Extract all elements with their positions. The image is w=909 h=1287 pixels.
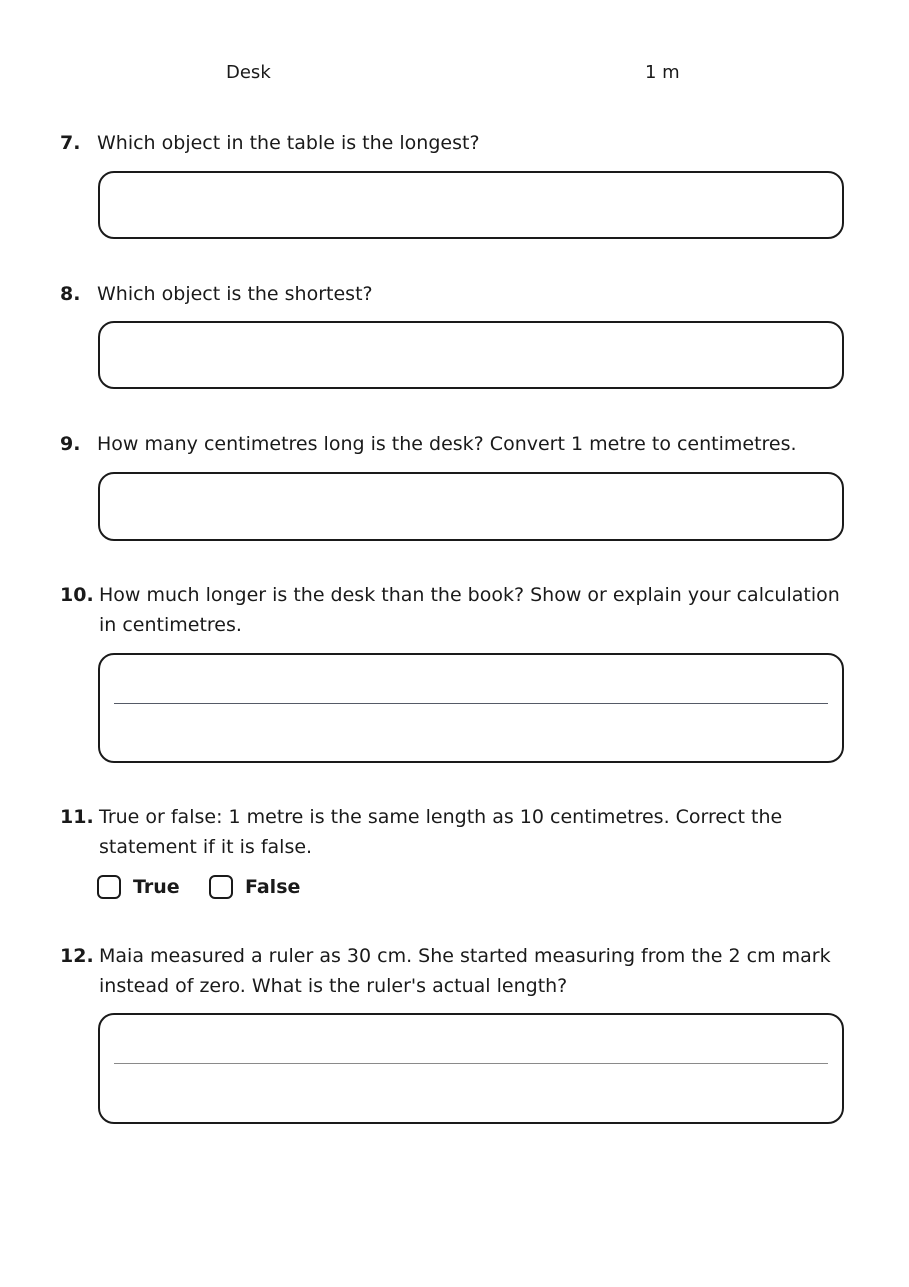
answer-box-12[interactable] — [98, 1013, 844, 1124]
answer-box-10[interactable] — [98, 653, 844, 763]
question-text: How much longer is the desk than the book? Show or explain your calculation in centimetres. — [99, 584, 840, 636]
question-number: 7. — [60, 132, 81, 154]
question-text: Which object in the table is the longest? — [97, 132, 480, 154]
answer-box-7[interactable] — [98, 171, 844, 239]
option-false[interactable] — [209, 872, 300, 902]
question-12 — [60, 941, 860, 1001]
question-number: 10. — [60, 584, 94, 606]
question-text: How many centimetres long is the desk? Convert 1 metre to centimetres. — [97, 433, 797, 455]
option-true[interactable] — [97, 872, 180, 902]
question-number: 12. — [60, 945, 94, 967]
answer-box-9[interactable] — [98, 472, 844, 541]
question-number: 8. — [60, 283, 81, 305]
question-11 — [60, 802, 860, 862]
false-label: False — [245, 876, 301, 898]
question-7 — [60, 128, 860, 158]
true-checkbox[interactable] — [97, 875, 121, 899]
false-checkbox[interactable] — [209, 875, 233, 899]
table-row — [0, 62, 909, 86]
table-cell-length: 1 m — [645, 62, 680, 83]
true-label: True — [133, 876, 180, 898]
answer-line — [114, 1063, 828, 1064]
question-number: 9. — [60, 433, 81, 455]
question-text: True or false: 1 metre is the same length as 10 centimetres. Correct the statement if it is false. — [99, 806, 783, 858]
question-text: Which object is the shortest? — [97, 283, 373, 305]
question-8 — [60, 279, 860, 309]
table-cell-object: Desk — [226, 62, 271, 83]
question-9 — [60, 429, 860, 459]
answer-line — [114, 703, 828, 704]
answer-box-8[interactable] — [98, 321, 844, 389]
question-number: 11. — [60, 806, 94, 828]
question-text: Maia measured a ruler as 30 cm. She started measuring from the 2 cm mark instead of zero. What is the ruler's actual length? — [99, 945, 831, 997]
question-10 — [60, 580, 860, 640]
